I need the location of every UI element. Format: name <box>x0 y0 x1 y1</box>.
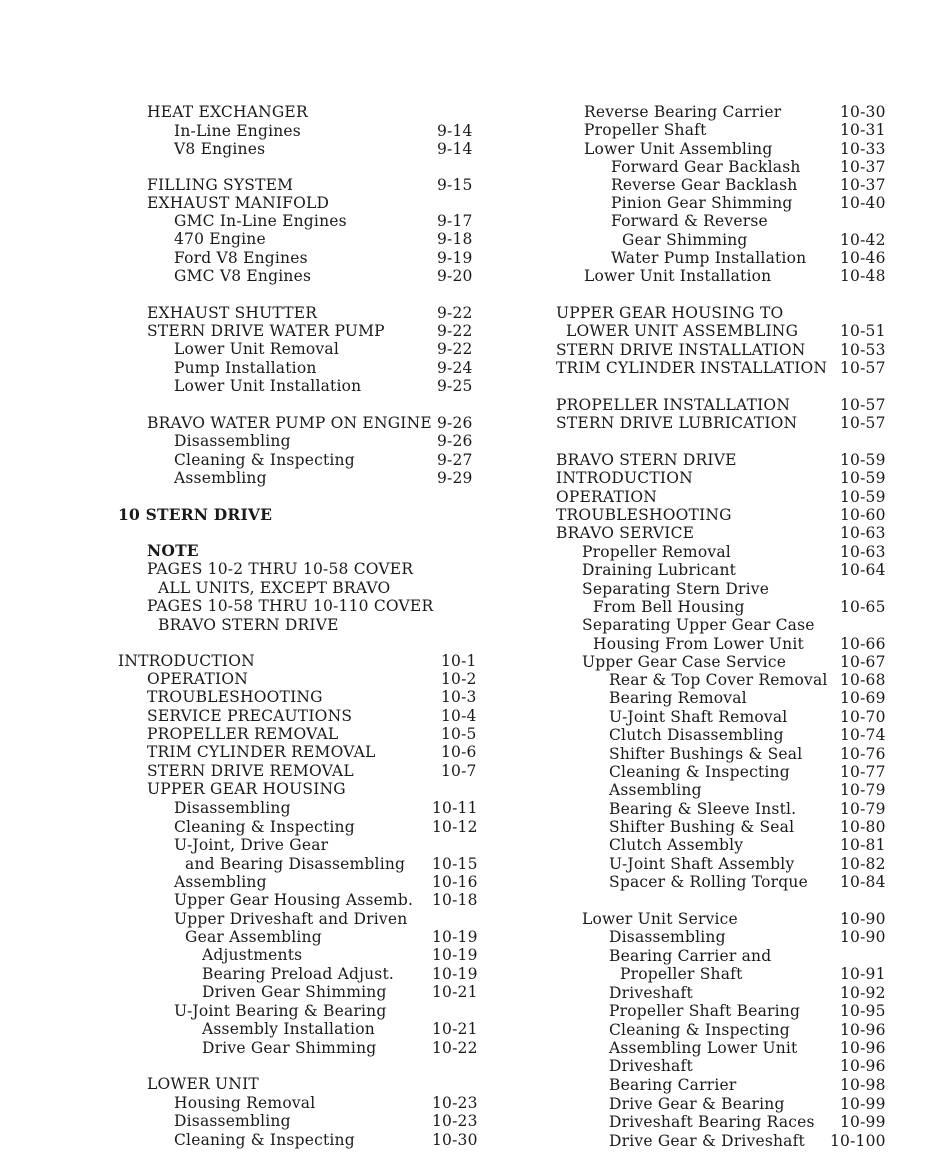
toc-entry-label: Adjustments <box>202 946 303 964</box>
toc-entry-label: Shifter Bushings & Seal <box>609 745 803 763</box>
toc-entry-page: 9-18 <box>437 230 473 248</box>
toc-entry-page: 10-76 <box>840 745 886 763</box>
toc-entry-page: 10-11 <box>432 799 478 817</box>
toc-entry-label: PAGES 10-2 THRU 10-58 COVER <box>147 560 414 578</box>
toc-entry-label: Ford V8 Engines <box>174 249 308 267</box>
toc-entry-label: Shifter Bushing & Seal <box>609 818 795 836</box>
toc-entry-label: Propeller Shaft Bearing <box>609 1002 801 1020</box>
toc-entry-page: 10-64 <box>840 561 886 579</box>
toc-entry-label: Assembling <box>174 873 267 891</box>
toc-entry-label: Forward & Reverse <box>611 212 768 230</box>
toc-entry-page: 10-59 <box>840 451 886 469</box>
toc-entry-page: 10-81 <box>840 836 886 854</box>
toc-entry-page: 9-20 <box>437 267 473 285</box>
toc-entry-label: From Bell Housing <box>593 598 745 616</box>
toc-entry-page: 10-48 <box>840 267 886 285</box>
toc-entry-label: Lower Unit Removal <box>174 340 339 358</box>
toc-entry-label: BRAVO SERVICE <box>556 524 695 542</box>
toc-entry-page: 10-96 <box>840 1057 886 1075</box>
toc-entry-page: 10-57 <box>840 359 886 377</box>
toc-entry-label: Upper Gear Housing Assemb. <box>174 891 414 909</box>
toc-entry-label: UPPER GEAR HOUSING <box>147 780 346 798</box>
toc-entry-label: U-Joint Shaft Removal <box>609 708 788 726</box>
toc-entry-page: 10-98 <box>840 1076 886 1094</box>
toc-entry-page: 10-51 <box>840 322 886 340</box>
toc-entry-page: 10-59 <box>840 469 886 487</box>
toc-entry-label: Reverse Bearing Carrier <box>584 103 782 121</box>
toc-entry-label: Cleaning & Inspecting <box>174 818 355 836</box>
toc-entry-label: Gear Shimming <box>622 231 748 249</box>
toc-entry-label: Driven Gear Shimming <box>202 983 387 1001</box>
toc-entry-label: LOWER UNIT <box>147 1075 259 1093</box>
toc-entry-label: Cleaning & Inspecting <box>174 1131 355 1149</box>
toc-entry-label: GMC In-Line Engines <box>174 212 347 230</box>
toc-entry-label: ALL UNITS, EXCEPT BRAVO <box>158 579 391 597</box>
toc-entry-page: 10-19 <box>432 928 478 946</box>
toc-entry-page: 9-29 <box>437 469 473 487</box>
toc-entry-label: Driveshaft <box>609 984 693 1002</box>
toc-entry-page: 10-37 <box>840 176 886 194</box>
toc-entry-page: 10-90 <box>840 928 886 946</box>
toc-entry-label: Cleaning & Inspecting <box>609 763 790 781</box>
toc-entry-label: STERN DRIVE WATER PUMP <box>147 322 385 340</box>
toc-entry-label: Assembling <box>174 469 267 487</box>
toc-entry-label: Housing From Lower Unit <box>593 635 804 653</box>
toc-entry-label: In-Line Engines <box>174 122 301 140</box>
toc-entry-label: Water Pump Installation <box>611 249 807 267</box>
toc-entry-label: Lower Unit Assembling <box>584 140 773 158</box>
toc-entry-label: Disassembling <box>609 928 726 946</box>
toc-entry-page: 10-99 <box>840 1095 886 1113</box>
toc-entry-page: 10-37 <box>840 158 886 176</box>
toc-entry-label: and Bearing Disassembling <box>185 855 406 873</box>
toc-entry-label: Draining Lubricant <box>582 561 737 579</box>
toc-entry-page: 10-16 <box>432 873 478 891</box>
toc-entry-page: 10-4 <box>441 707 477 725</box>
toc-entry-label: HEAT EXCHANGER <box>147 103 308 121</box>
toc-entry-label: Separating Stern Drive <box>582 580 770 598</box>
toc-entry-label: Bearing & Sleeve Instl. <box>609 800 797 818</box>
toc-entry-page: 10-68 <box>840 671 886 689</box>
toc-entry-label: EXHAUST SHUTTER <box>147 304 318 322</box>
toc-entry-label: Reverse Gear Backlash <box>611 176 798 194</box>
toc-entry-label: TRIM CYLINDER REMOVAL <box>147 743 376 761</box>
toc-entry-label: PROPELLER REMOVAL <box>147 725 339 743</box>
toc-entry-label: TRIM CYLINDER INSTALLATION <box>556 359 828 377</box>
toc-entry-page: 10-63 <box>840 524 886 542</box>
toc-entry-page: 10-31 <box>840 121 886 139</box>
toc-entry-page: 10-79 <box>840 781 886 799</box>
toc-entry-page: 10-21 <box>432 1020 478 1038</box>
toc-entry-label: Lower Unit Service <box>582 910 738 928</box>
toc-entry-label: Lower Unit Installation <box>174 377 362 395</box>
toc-entry-label: NOTE <box>147 541 199 560</box>
toc-entry-page: 9-26 <box>437 414 473 432</box>
toc-entry-page: 10-57 <box>840 414 886 432</box>
toc-entry-label: PAGES 10-58 THRU 10-110 COVER <box>147 597 434 615</box>
toc-entry-page: 10-3 <box>441 688 477 706</box>
toc-entry-page: 10-65 <box>840 598 886 616</box>
toc-entry-label: Upper Gear Case Service <box>582 653 787 671</box>
toc-entry-label: Drive Gear & Driveshaft <box>609 1132 805 1150</box>
toc-entry-label: STERN DRIVE REMOVAL <box>147 762 354 780</box>
toc-entry-page: 10-2 <box>441 670 477 688</box>
toc-entry-page: 10-96 <box>840 1021 886 1039</box>
toc-entry-label: U-Joint Shaft Assembly <box>609 855 795 873</box>
toc-entry-label: UPPER GEAR HOUSING TO <box>556 304 784 322</box>
toc-entry-label: Propeller Shaft <box>620 965 743 983</box>
toc-entry-label: Separating Upper Gear Case <box>582 616 815 634</box>
toc-entry-page: 10-33 <box>840 140 886 158</box>
toc-entry-label: SERVICE PRECAUTIONS <box>147 707 353 725</box>
toc-entry-label: Rear & Top Cover Removal <box>609 671 828 689</box>
toc-entry-label: OPERATION <box>147 670 248 688</box>
toc-entry-label: INTRODUCTION <box>118 652 255 670</box>
toc-entry-page: 10-21 <box>432 983 478 1001</box>
toc-entry-page: 10-60 <box>840 506 886 524</box>
toc-entry-page: 10-6 <box>441 743 477 761</box>
toc-entry-label: EXHAUST MANIFOLD <box>147 194 330 212</box>
toc-entry-label: GMC V8 Engines <box>174 267 312 285</box>
toc-entry-page: 9-14 <box>437 122 473 140</box>
toc-entry-label: INTRODUCTION <box>556 469 693 487</box>
toc-entry-label: Pinion Gear Shimming <box>611 194 793 212</box>
toc-entry-page: 10-40 <box>840 194 886 212</box>
toc-entry-label: LOWER UNIT ASSEMBLING <box>566 322 799 340</box>
toc-entry-label: Spacer & Rolling Torque <box>609 873 808 891</box>
toc-entry-page: 10-77 <box>840 763 886 781</box>
toc-entry-page: 10-84 <box>840 873 886 891</box>
toc-entry-label: Gear Assembling <box>185 928 322 946</box>
toc-entry-page: 10-91 <box>840 965 886 983</box>
toc-entry-page: 10-69 <box>840 689 886 707</box>
toc-entry-page: 9-22 <box>437 304 473 322</box>
toc-entry-page: 10-15 <box>432 855 478 873</box>
toc-entry-label: Bearing Carrier and <box>609 947 772 965</box>
toc-entry-label: Drive Gear & Bearing <box>609 1095 785 1113</box>
toc-entry-page: 10-80 <box>840 818 886 836</box>
toc-entry-label: Bearing Removal <box>609 689 747 707</box>
toc-entry-label: Assembling Lower Unit <box>609 1039 798 1057</box>
toc-entry-page: 9-14 <box>437 140 473 158</box>
toc-entry-label: FILLING SYSTEM <box>147 176 294 194</box>
toc-entry-label: Bearing Carrier <box>609 1076 737 1094</box>
toc-entry-label: Assembling <box>609 781 702 799</box>
toc-entry-label: Cleaning & Inspecting <box>174 451 355 469</box>
toc-entry-label: Upper Driveshaft and Driven <box>174 910 408 928</box>
toc-entry-page: 10-1 <box>441 652 477 670</box>
toc-entry-label: 470 Engine <box>174 230 266 248</box>
toc-entry-label: STERN DRIVE INSTALLATION <box>556 341 806 359</box>
toc-entry-label: Housing Removal <box>174 1094 316 1112</box>
toc-entry-page: 10-30 <box>840 103 886 121</box>
toc-entry-label: STERN DRIVE LUBRICATION <box>556 414 798 432</box>
toc-entry-page: 10-92 <box>840 984 886 1002</box>
toc-entry-label: BRAVO STERN DRIVE <box>158 616 339 634</box>
toc-entry-label: Bearing Preload Adjust. <box>202 965 395 983</box>
toc-entry-page: 10-12 <box>432 818 478 836</box>
toc-entry-page: 10-95 <box>840 1002 886 1020</box>
toc-entry-label: Cleaning & Inspecting <box>609 1021 790 1039</box>
toc-entry-page: 10-30 <box>432 1131 478 1149</box>
toc-entry-page: 10-23 <box>432 1112 478 1130</box>
toc-entry-page: 9-15 <box>437 176 473 194</box>
toc-entry-label: Disassembling <box>174 799 291 817</box>
toc-entry-page: 10-66 <box>840 635 886 653</box>
toc-entry-label: Clutch Disassembling <box>609 726 784 744</box>
toc-entry-page: 10-57 <box>840 396 886 414</box>
toc-entry-page: 10-63 <box>840 543 886 561</box>
toc-entry-page: 10-70 <box>840 708 886 726</box>
toc-entry-page: 10-82 <box>840 855 886 873</box>
toc-entry-page: 10-96 <box>840 1039 886 1057</box>
toc-entry-page: 10-19 <box>432 965 478 983</box>
toc-entry-label: Driveshaft Bearing Races <box>609 1113 815 1131</box>
toc-entry-page: 10-18 <box>432 891 478 909</box>
toc-entry-page: 9-26 <box>437 432 473 450</box>
toc-entry-label: U-Joint Bearing & Bearing <box>174 1002 387 1020</box>
toc-entry-label: Driveshaft <box>609 1057 693 1075</box>
toc-entry-page: 10-79 <box>840 800 886 818</box>
toc-entry-page: 9-19 <box>437 249 473 267</box>
toc-entry-page: 10-74 <box>840 726 886 744</box>
toc-entry-label: Propeller Shaft <box>584 121 707 139</box>
toc-entry-page: 10-46 <box>840 249 886 267</box>
toc-entry-page: 10-19 <box>432 946 478 964</box>
toc-entry-label: 10 STERN DRIVE <box>118 505 273 524</box>
toc-entry-page: 10-42 <box>840 231 886 249</box>
toc-entry-label: Disassembling <box>174 432 291 450</box>
toc-entry-page: 9-25 <box>437 377 473 395</box>
toc-entry-label: Propeller Removal <box>582 543 731 561</box>
toc-entry-label: Assembly Installation <box>202 1020 375 1038</box>
toc-entry-page: 9-27 <box>437 451 473 469</box>
toc-entry-page: 10-99 <box>840 1113 886 1131</box>
toc-entry-label: Lower Unit Installation <box>584 267 772 285</box>
toc-entry-label: Pump Installation <box>174 359 317 377</box>
toc-entry-page: 10-7 <box>441 762 477 780</box>
toc-entry-label: BRAVO STERN DRIVE <box>556 451 737 469</box>
toc-entry-label: TROUBLESHOOTING <box>147 688 323 706</box>
toc-entry-label: OPERATION <box>556 488 657 506</box>
toc-entry-label: Forward Gear Backlash <box>611 158 801 176</box>
toc-entry-page: 10-5 <box>441 725 477 743</box>
toc-entry-label: Clutch Assembly <box>609 836 744 854</box>
toc-entry-page: 9-22 <box>437 322 473 340</box>
toc-entry-page: 10-59 <box>840 488 886 506</box>
toc-entry-label: TROUBLESHOOTING <box>556 506 732 524</box>
toc-entry-label: BRAVO WATER PUMP ON ENGINE <box>147 414 432 432</box>
toc-entry-page: 10-90 <box>840 910 886 928</box>
toc-entry-page: 10-67 <box>840 653 886 671</box>
toc-entry-label: Disassembling <box>174 1112 291 1130</box>
toc-entry-page: 10-22 <box>432 1039 478 1057</box>
toc-entry-page: 10-53 <box>840 341 886 359</box>
toc-entry-page: 9-24 <box>437 359 473 377</box>
toc-entry-page: 9-17 <box>437 212 473 230</box>
toc-entry-page: 10-100 <box>830 1132 886 1150</box>
toc-entry-page: 9-22 <box>437 340 473 358</box>
toc-entry-page: 10-23 <box>432 1094 478 1112</box>
toc-entry-label: V8 Engines <box>174 140 266 158</box>
toc-entry-label: PROPELLER INSTALLATION <box>556 396 791 414</box>
toc-entry-label: Drive Gear Shimming <box>202 1039 377 1057</box>
toc-entry-label: U-Joint, Drive Gear <box>174 836 329 854</box>
